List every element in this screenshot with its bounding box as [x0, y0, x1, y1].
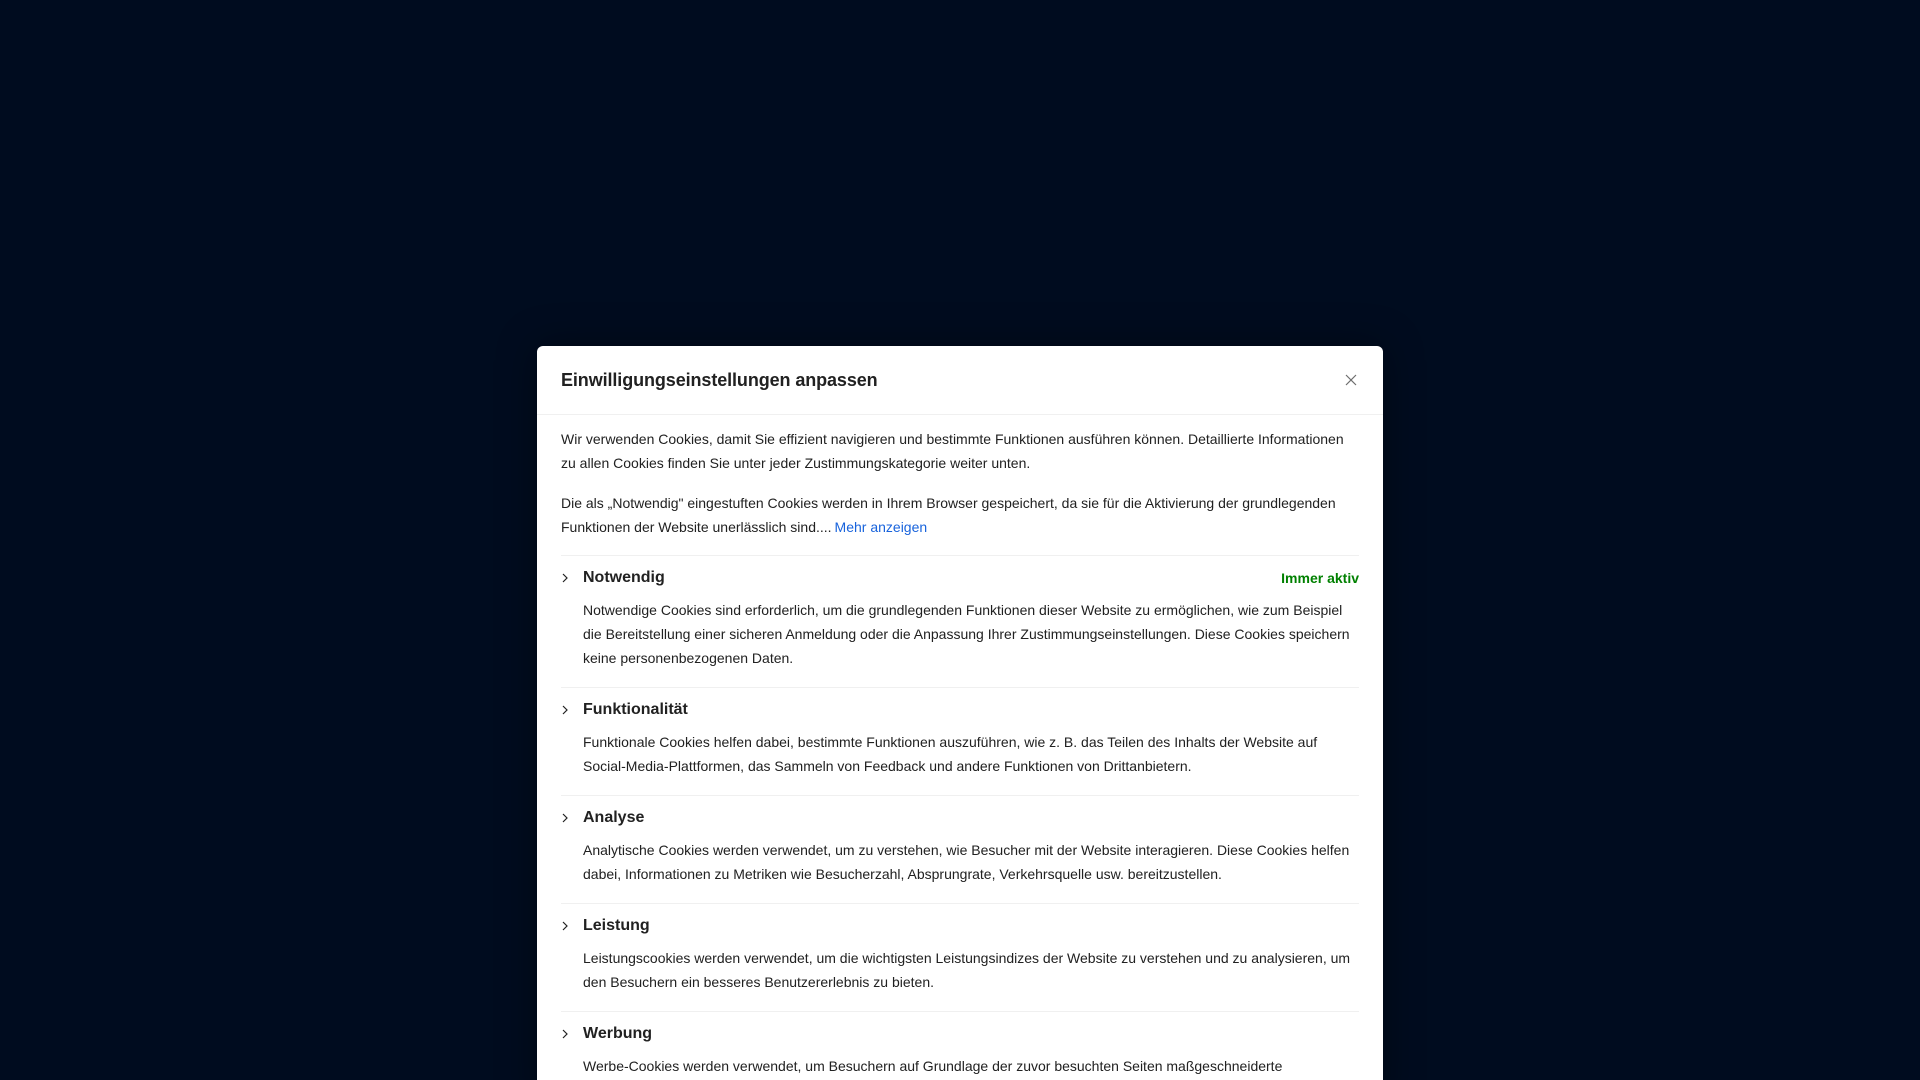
show-more-link[interactable]: Mehr anzeigen: [834, 519, 928, 535]
category-header-analytics[interactable]: [561, 806, 1359, 830]
category-description: Notwendige Cookies sind erforderlich, um die grundlegenden Funktionen dieser Website zu ermöglichen, wie zum Beispiel die Bereitstellung einer sicheren Anmeldung oder die Anpassung Ihrer Zustimmungseinstellungen. Diese Cookies speichern keine personenbezogenen Daten.: [583, 602, 1350, 666]
category-description: Leistungscookies werden verwendet, um die wichtigsten Leistungsindizes der Website zu verstehen und zu analysieren, um den Besuchern ein besseres Benutzererlebnis zu bieten.: [583, 950, 1351, 990]
chevron-right-icon[interactable]: [561, 573, 583, 583]
category-description: Funktionale Cookies helfen dabei, bestimmte Funktionen auszuführen, wie z. B. das Teilen des Inhalts der Website auf Social-Media-Plattformen, das Sammeln von Feedback und andere Funktionen von Drittanbietern.: [583, 734, 1318, 774]
category-title: Funktionalität: [583, 701, 688, 718]
category-analytics: [561, 795, 1359, 903]
intro-paragraph-2: [561, 491, 1359, 539]
category-title: Werbung: [583, 1025, 653, 1042]
chevron-right-icon[interactable]: [561, 813, 583, 823]
category-title: Notwendig: [583, 569, 665, 586]
modal-header: [537, 346, 1383, 415]
close-button[interactable]: [1339, 368, 1363, 392]
category-header-performance[interactable]: [561, 914, 1359, 938]
intro-paragraph-1: Wir verwenden Cookies, damit Sie effizient navigieren und bestimmte Funktionen ausführen können. Detaillierte Informationen zu allen Cookies finden Sie unter jeder Zustimmungskategorie weiter unten.: [561, 431, 1344, 471]
category-header-advertising[interactable]: [561, 1022, 1359, 1046]
category-header-functional[interactable]: [561, 698, 1359, 722]
modal-title: Einwilligungseinstellungen anpassen: [561, 369, 878, 390]
category-performance: [561, 903, 1359, 1011]
chevron-right-icon[interactable]: [561, 921, 583, 931]
chevron-right-icon[interactable]: [561, 1029, 583, 1039]
category-functional: [561, 687, 1359, 795]
intro-paragraph-2-text: Die als „Notwendig" eingestuften Cookies werden in Ihrem Browser gespeichert, da sie für die Aktivierung der grundlegenden Funktionen der Website unerlässlich sind....: [561, 495, 1336, 535]
consent-preferences-modal: [537, 346, 1383, 1080]
category-advertising: [561, 1011, 1359, 1080]
category-necessary: [561, 555, 1359, 687]
close-icon: [1345, 374, 1357, 386]
category-title: Leistung: [583, 917, 650, 934]
category-header-necessary[interactable]: [561, 566, 1359, 590]
category-title: Analyse: [583, 809, 645, 826]
modal-body[interactable]: [537, 415, 1383, 1080]
category-description: Werbe-Cookies werden verwendet, um Besuchern auf Grundlage der zuvor besuchten Seiten maßgeschneiderte: [583, 1058, 1283, 1074]
chevron-right-icon[interactable]: [561, 705, 583, 715]
category-list: [561, 555, 1359, 1080]
category-description: Analytische Cookies werden verwendet, um zu verstehen, wie Besucher mit der Website interagieren. Diese Cookies helfen dabei, Informationen zu Metriken wie Besucherzahl, Absprungrate, Verkehrsquelle usw. bereitzustellen.: [583, 842, 1350, 882]
always-active-badge: Immer aktiv: [1281, 570, 1359, 586]
